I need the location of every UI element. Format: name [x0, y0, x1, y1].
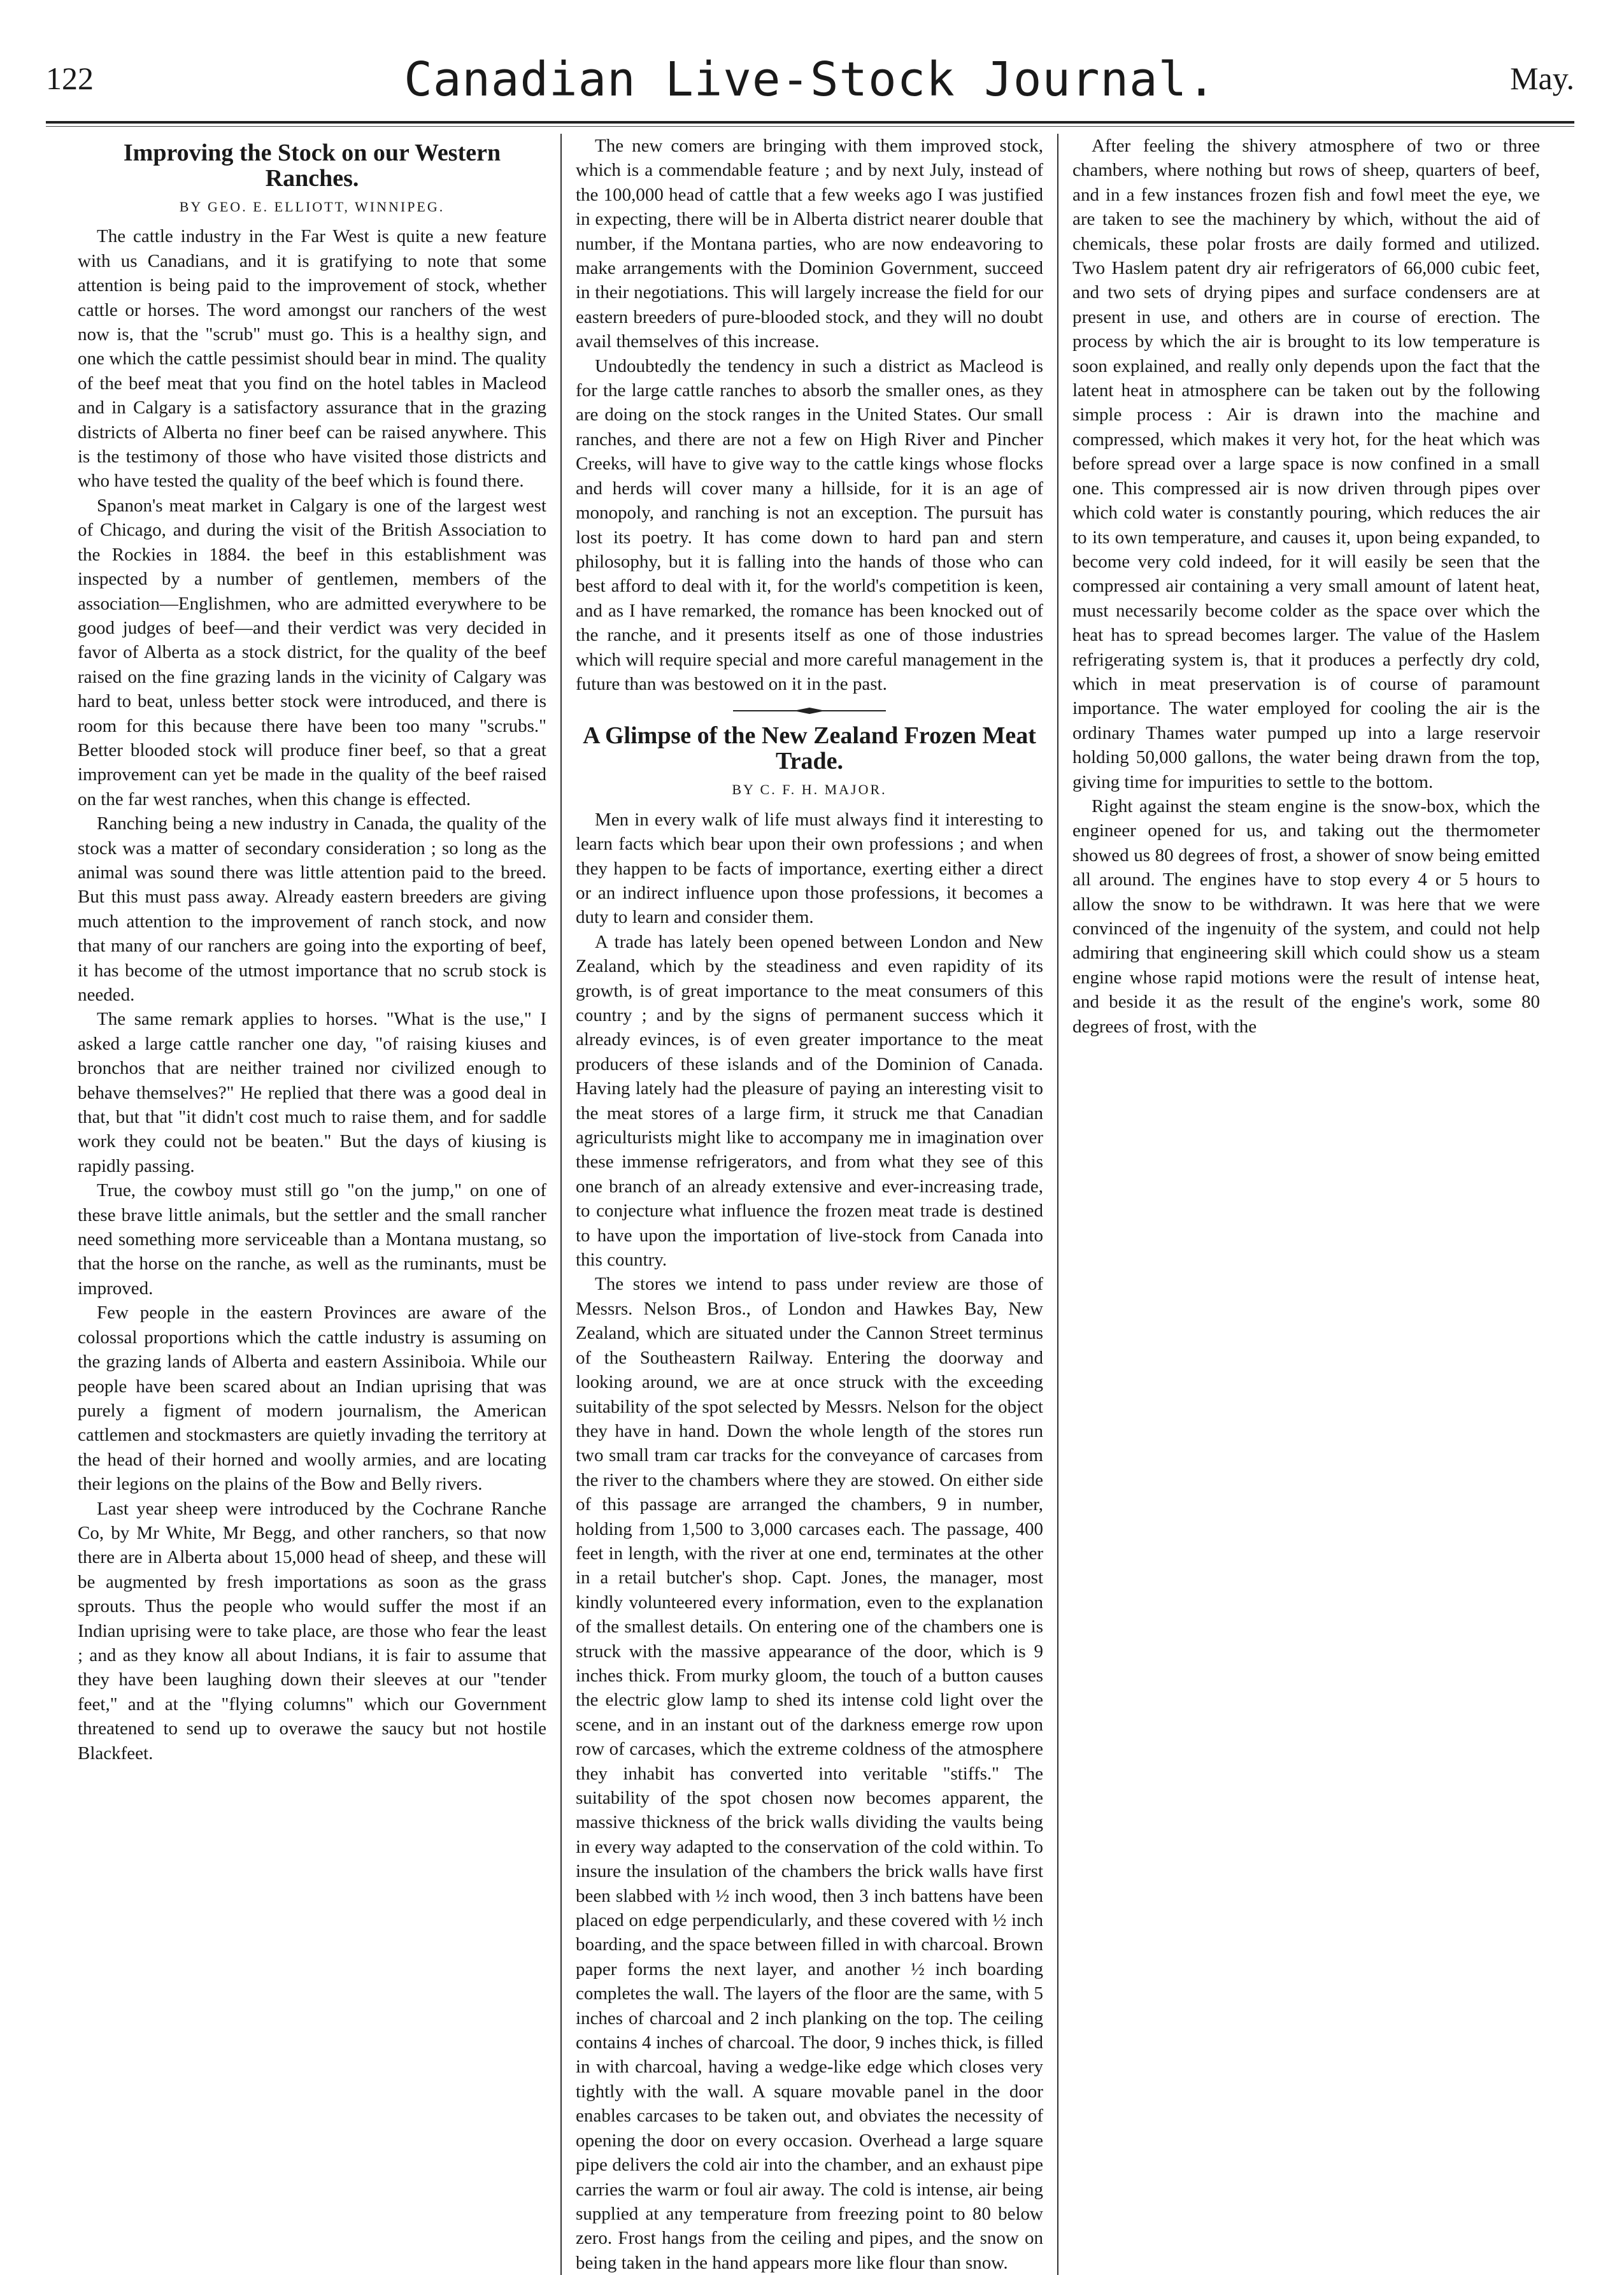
- article-2-paragraph: The stores we intend to pass under review are those of Messrs. Nelson Bros., of London and Hawkes Bay, New Zealand, which are situated under the Cannon Street terminus of the Southeastern Railway. Entering the doorway and looking around, we are at once struck with the exceeding suitability of the spot selected by Messrs. Nelson for the object they have in hand. Down the whole length of the stores run two small tram car tracks for the conveyance of carcases from the river to the chambers where they are stowed. On either side of this passage are arranged the chambers, 9 in number, holding from 1,500 to 3,000 carcases each. The passage, 400 feet in length, with the river at one end, terminates at the other in a retail butcher's shop. Capt. Jones, the manager, most kindly volunteered every information, even to the explanation of the smallest details. On entering one of the chambers one is struck with the massive appearance of the door, which is 9 inches thick. From murky gloom, the touch of a button causes the electric glow lamp to shed its intense cold light over the scene, and in an instant out of the darkness emerge row upon row of carcases, which the extreme coldness of the atmosphere they inhabit has converted into veritable "stiffs." The suitability of the spot chosen now becomes apparent, the massive thickness of the brick walls dividing the vaults being in every way adapted to the conservation of the cold within. To insure the insulation of the chambers the brick walls have first been slabbed with ½ inch wood, then 3 inch battens have been placed on edge perpendicularly, and these covered with ½ inch boarding, and the space between filled in with charcoal. Brown paper forms the next layer, and another ½ inch boarding completes the wall. The layers of the floor are the same, with 5 inches of charcoal and 2 inch planking on the top. The ceiling contains 4 inches of charcoal. The door, 9 inches thick, is filled in with charcoal, having a wedge-like edge which closes very tightly with the wall. A square movable panel in the door enables carcases to be taken out, and obviates the necessity of opening the door on every occasion. Overhead a large square pipe delivers the cold air into the chamber, and an exhaust pipe carries the warm or foul air away. The cold is intense, air being supplied at any temperature from freezing point to 80 below zero. Frost hangs from the ceiling and pipes, and the snow on being taken in the hand appears more like flour than snow.: [576, 1274, 1043, 2273]
- issue-month: May.: [1510, 61, 1574, 96]
- article-1-paragraph: The cattle industry in the Far West is quite a new feature with us Canadians, and it is gratifying to note that some attention is being paid to the improvement of stock, whether cattle or horses. The word amongst our ranchers of the west now is, that the "scrub" must go. This is a healthy sign, and one which the cattle pessimist should bear in mind. The quality of the beef meat that you find on the hotel tables in Macleod and in Calgary is a satisfactory assurance that in the grazing districts of Alberta no finer beef can be raised anywhere. This is the testimony of those who have visited those districts and who have tested the quality of the beef which is found there.: [78, 226, 546, 492]
- article-2-title: A Glimpse of the New Zealand Frozen Meat Trade.: [583, 722, 1036, 775]
- article-1-paragraph: True, the cowboy must still go "on the jump," on one of these brave little animals, but the settler and the small rancher need something more serviceable than a Montana mustang, so that the horse on the ranche, as well as the ruminants, must be improved.: [78, 1180, 546, 1299]
- article-1-paragraph: Ranching being a new industry in Canada, the quality of the stock was a matter of secondary consideration ; so long as the animal was sound there was little attention paid to the breed. But this must pass away. Already eastern breeders are giving much attention to the improvement of ranch stock, and now that many of our ranchers are going into the exporting of beef, it has become of the utmost importance that no scrub stock is needed.: [78, 813, 546, 1005]
- article-1-paragraph: Spanon's meat market in Calgary is one of the largest west of Chicago, and during the visit of the British Association to the Rockies in 1884. the beef in this establishment was inspected by a number of gentlemen, members of the association—Englishmen, who are admitted everywhere to be good judges of beef—and their verdict was very decided in favor of Alberta as a stock district, for the quality of the beef raised on the fine grazing lands in the vicinity of Calgary was hard to beat, unless better stock were introduced, and there is room for this because there have been too many "scrubs." Better blooded stock will produce finer beef, so that a great improvement can yet be made in the quality of the beef raised on the far west ranches, when this change is effected.: [78, 495, 546, 809]
- article-2-paragraph: After feeling the shivery atmosphere of two or three chambers, where nothing but rows of sheep, quarters of beef, and in a few instances frozen fish and fowl meet the eye, we are taken to see the machinery by which, without the aid of chemicals, these polar frosts are daily formed and utilized. Two Haslem patent dry air refrigerators of 66,000 cubic feet, and two sets of drying pipes and surface condensers are at present in use, and others are in course of erection. The process by which the air is brought to its low temperature is soon explained, and really only depends upon the fact that the latent heat in atmosphere can be taken out by the following simple process : Air is drawn into the machine and compressed, which makes it very hot, for the heat which was before spread over a large space is now confined in a small one. This compressed air is now driven through pipes over which cold water is constantly pouring, which reduces the air to its own temperature, and causes it, upon being expanded, to become very cold indeed, for it will easily be seen that the compressed air containing a very small amount of latent heat, must necessarily become colder as the space over which the heat has to spread becomes larger. The value of the Haslem refrigerating system is, that it produces a perfectly dry cold, which in meat preservation is of course of paramount importance. The water employed for cooling the air is the ordinary Thames water pumped up into a large reservoir holding 50,000 gallons, the water being drawn from the top, giving time for impurities to settle to the bottom.: [1072, 136, 1540, 792]
- header-rule-thin: [46, 126, 1574, 127]
- article-1-paragraph: The same remark applies to horses. "What is the use," I asked a large cattle rancher one day, "of raising kiuses and bronchos that are neither trained nor civilized enough to behave themselves?" He replied that there was a good deal in that, but that "it didn't cost much to raise them, and for saddle work they could not be beaten." But the days of kiusing is rapidly passing.: [78, 1009, 546, 1176]
- article-1-byline: BY GEO. E. ELLIOTT, WINNIPEG.: [179, 199, 445, 215]
- column-1: [64, 134, 560, 2275]
- column-3: [1057, 134, 1554, 2275]
- article-2-paragraph: A trade has lately been opened between London and New Zealand, which by the steadiness and even rapidity of its growth, is of great importance to the meat consumers of this country ; and by the signs of permanent success which it already evinces, is of even greater importance to the meat producers of these islands and of the Dominion of Canada. Having lately had the pleasure of paying an interesting visit to the meat stores of a large firm, it struck me that Canadian agriculturists might like to accompany me in imagination over these immense refrigerators, and from what they see of this one branch of an already extensive and ever-increasing trade, to conjecture what influence the frozen meat trade is destined to have upon the importation of live-stock from Canada into this country.: [576, 931, 1043, 1271]
- article-1-paragraph: Last year sheep were introduced by the Cochrane Ranche Co, by Mr White, Mr Begg, and other ranchers, so that now there are in Alberta about 15,000 head of sheep, and these will be augmented by fresh importations as soon as the grass sprouts. Thus the people who would suffer the most if an Indian uprising were to take place, are those who fear the least ; and as they know all about Indians, it is fair to assume that they have been laughing down their sleeves at our "tender feet," and at the "flying columns" which our Government threatened to send up to overawe the saucy but not hostile Blackfeet.: [78, 1498, 546, 1764]
- article-1-paragraph: The new comers are bringing with them improved stock, which is a commendable feature ; and by next July, instead of the 100,000 head of cattle that a few weeks ago I was justified in expecting, there will be in Alberta district nearer double that number, if the Montana parties, who are now endeavoring to make arrangements with the Dominion Government, succeed in their negotiations. This will largely increase the field for our eastern breeders of pure-blooded stock, and they will no doubt avail themselves of this increase.: [576, 136, 1043, 352]
- article-1-paragraph: Few people in the eastern Provinces are aware of the colossal proportions which the cattle industry is assuming on the grazing lands of Alberta and eastern Assiniboia. While our people have been scared about an Indian uprising that was purely a figment of modern journalism, the American cattlemen and stockmasters are quietly invading the territory at the head of their horned and woolly armies, and are locating their legions on the plains of the Bow and Belly rivers.: [78, 1302, 546, 1495]
- header-rule: [46, 121, 1574, 124]
- article-2-paragraph: Right against the steam engine is the snow-box, which the engineer opened for us, and taking out the thermometer showed us 80 degrees of frost, a shower of snow being emitted all around. The engines have to stop every 4 or 5 hours to allow the snow to be withdrawn. It was here that we were convinced of the ingenuity of the system, and could not help admiring that engineering skill which could show us a steam engine whose rapid motions were the result of intense heat, and beside it as the result of the engine's work, some 80 degrees of frost, with the: [1072, 795, 1540, 1037]
- column-2: [560, 134, 1057, 2275]
- section-separator: [733, 708, 886, 714]
- article-2-byline: BY C. F. H. MAJOR.: [732, 781, 887, 798]
- article-2-paragraph: Men in every walk of life must always find it interesting to learn facts which bear upon their own professions ; and when they happen to be facts of importance, exerting either a direct or an indirect influence upon those professions, it becomes a duty to learn and consider them.: [576, 809, 1043, 928]
- article-1-paragraph: Undoubtedly the tendency in such a district as Macleod is for the large cattle ranches to absorb the smaller ones, as they are doing on the stock ranges in the United States. Our small ranches, and there are not a few on High River and Pincher Creeks, will have to give way to the cattle kings whose flocks and herds will cover many a hillside, for it is an age of monopoly, and ranching is not an exception. The pursuit has lost its poetry. It has come down to hard pan and stern philosophy, but it is falling into the hands of those who can best afford to deal with it, for the world's competition is keen, and as I have remarked, the romance has been knocked out of the ranche, and it presents itself as one of those industries which will require special and more careful management in the future than was bestowed on it in the past.: [576, 355, 1043, 694]
- article-1-title: Improving the Stock on our Western Ranches.: [123, 139, 501, 192]
- page-number: 122: [46, 61, 94, 96]
- journal-title: Canadian Live-Stock Journal.: [404, 52, 1216, 107]
- article-columns: [64, 134, 1554, 2273]
- masthead: [46, 52, 1574, 120]
